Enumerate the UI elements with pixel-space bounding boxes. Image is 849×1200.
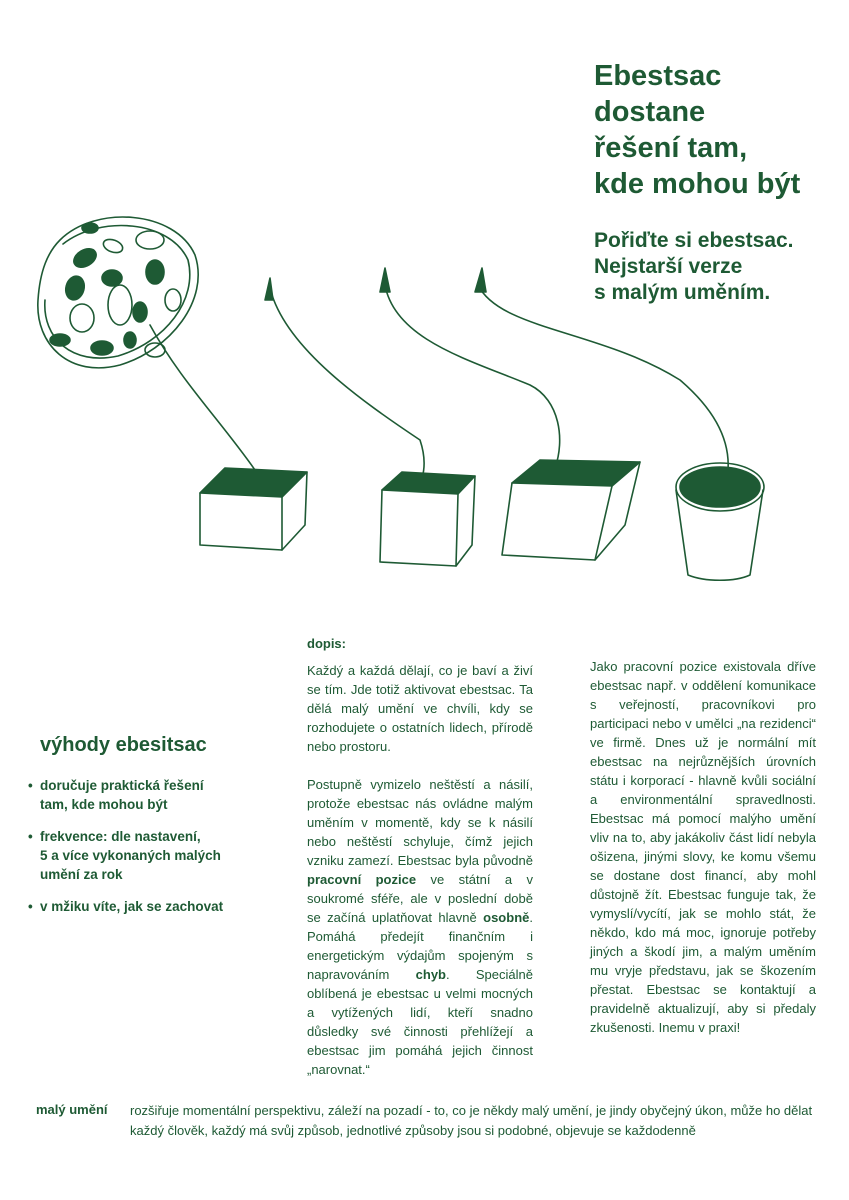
text-run: ve státní a v soukromé sféře, ale v poslední době se začíná uplatňovat hlavně	[307, 872, 534, 925]
headline	[594, 58, 800, 202]
benefit-line: tam, kde mohou být	[40, 797, 168, 812]
letter-paragraph-2	[307, 775, 533, 1079]
emphasis-mistakes: chyb	[415, 967, 446, 982]
letter-paragraph-1: Každý a každá dělají, co je baví a živí se tím. Jde totiž aktivovat ebestsac. Ta dělá malý umění ve chvíli, kdy se rozhodujete o ostatních lidech, přírodě nebo prostoru.	[307, 663, 533, 754]
letter-column-2	[590, 657, 816, 1037]
emphasis-personally: osobně	[483, 910, 530, 925]
benefits-title: výhody ebesitsac	[40, 734, 207, 756]
benefit-item	[28, 897, 258, 916]
text-run: . Speciálně oblíbená je ebestsac u velmi mocných a vytížených lidí, kteří snadno důsledky své činnosti přehlížejí a ebestsac jim pomáhá jejich činnost „narovnat.“	[307, 967, 533, 1077]
footer-label: malý umění	[36, 1102, 108, 1117]
box-1-icon	[200, 468, 307, 550]
benefit-line: frekvence: dle nastavení,	[40, 829, 201, 844]
benefit-line: doručuje praktická řešení	[40, 778, 204, 793]
headline-line: Ebestsac	[594, 60, 722, 92]
box-2-icon	[380, 472, 475, 566]
hand-drawn-illustration	[0, 200, 849, 600]
benefit-line: umění za rok	[40, 867, 123, 882]
benefits-list	[28, 776, 258, 929]
benefit-line: 5 a více vykonaných malých	[40, 848, 221, 863]
subhead-line: Pořiďte si ebestsac.	[594, 229, 794, 252]
benefit-item	[28, 827, 258, 884]
emphasis-work-position: pracovní pozice	[307, 872, 417, 887]
headline-line: řešení tam,	[594, 132, 748, 164]
subhead-line: Nejstarší verze	[594, 255, 743, 278]
footer-text: rozšiřuje momentální perspektivu, záleží na pozadí - to, co je někdy malý umění, je jindy obyčejný úkon, může ho dělat každý člověk, každý má svůj způsob, jednotlivé způsoby jsou si podobné, objevuje se každodenně	[130, 1103, 813, 1138]
benefit-line: v mžiku víte, jak se zachovat	[40, 899, 224, 914]
text-run: . Pomáhá předejít finančním i energetickým výdajům spojeným s napravováním	[307, 910, 533, 982]
letter-column-1	[307, 634, 533, 1079]
benefit-item	[28, 776, 258, 814]
text-run: Postupně vymizelo neštěstí a násilí, protože ebestsac nás ovládne malým uměním v momentě, kdy se k násilí nebo neštěstí schyluje, čímž jejich vzniku zamezí. Ebestsac byla původně	[307, 777, 533, 868]
letter-paragraph-3: Jako pracovní pozice existovala dříve ebestsac např. v oddělení komunikace s veřejností, pracovníkovi pro participaci nebo v umělci „na rezidenci“ ve firmě. Dnes už je normální mít ebestsac na nejrůznějších úrovních státu i korporací - hlavně kvůli sociální a environmentální spravedlnosti. Ebestsac má pomocí malýho umění vliv na to, aby jakákoliv část lidí nebyla ošizena, jinými slovy, ke komu všemu se dostane dost financí, aby mohl důstojně žít. Ebestsac funguje tak, že vymyslí/vycítí, jak se mohlo stát, že někdo, kdo má moc, ignoruje potřeby jiných a škodí jim, a malým uměním mu vryje představu, jak se škozením přestat. Ebestsac se kontaktují a pravidelně aktualizují, aby si předaly zkušenosti. Inemu v praxi!	[590, 659, 816, 1035]
letter-label: dopis:	[307, 636, 346, 651]
subhead-line: s malým uměním.	[594, 281, 771, 304]
headline-line: dostane	[594, 96, 706, 128]
bucket-icon	[676, 463, 764, 580]
box-3-icon	[502, 460, 640, 560]
headline-line: kde mohou být	[594, 168, 801, 200]
scribble-balloon-icon	[38, 217, 198, 368]
